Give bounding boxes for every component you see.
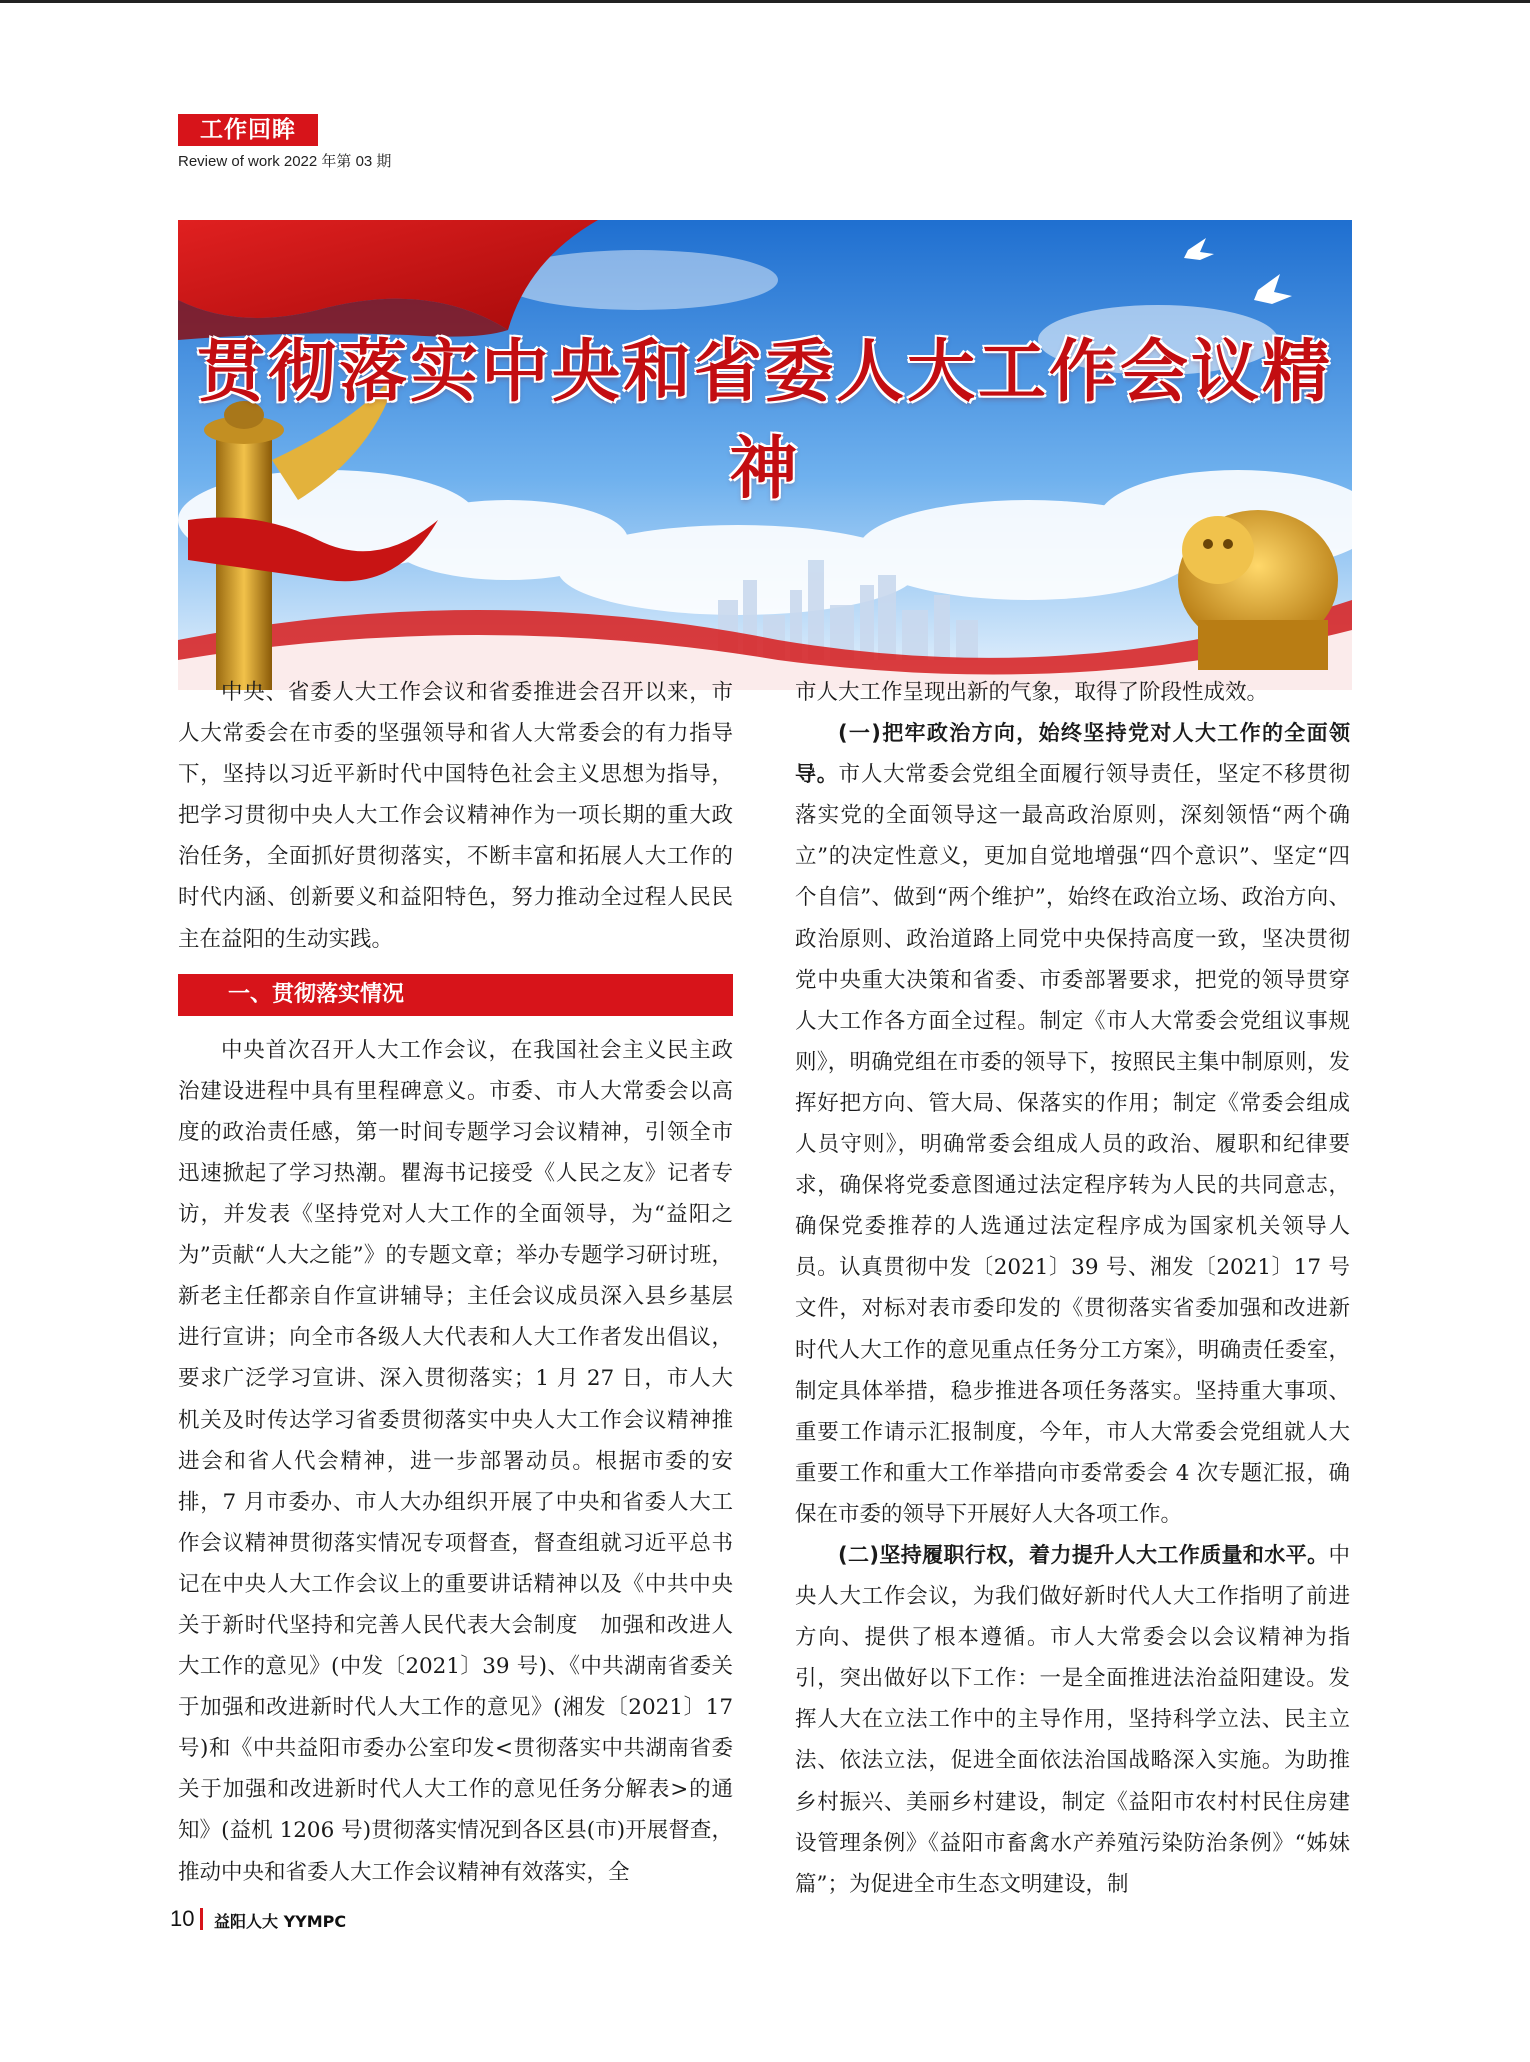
body-paragraph: 中央首次召开人大工作会议，在我国社会主义民主政治建设进程中具有里程碑意义。市委、市人大常委会以高度的政治责任感，第一时间专题学习会议精神，引领全市迅速掀起了学习热潮。瞿海书记接受《人民之友》记者专访，并发表《坚持党对人大工作的全面领导，为“益阳之为”贡献“人大之能”》的专题文章；举办专题学习研讨班，新老主任都亲自作宣讲辅导；主任会议成员深入县乡基层进行宣讲；向全市各级人大代表和人大工作者发出倡议，要求广泛学习宣讲、深入贯彻落实；1 月 27 日，市人大机关及时传达学习省委贯彻落实中央人大工作会议精神推进会和省人代会精神，进一步部署动员。根据市委的安排，7 月市委办、市人大办组织开展了中央和省委人大工作会议精神贯彻落实情况专项督查，督查组就习近平总书记在中央人大工作会议上的重要讲话精神以及《中共中央关于新时代坚持和完善人民代表大会制度 加强和改进人大工作的意见》(中发〔2021〕39 号)、《中共湖南省委关于加强和改进新时代人大工作的意见》(湘发〔2021〕17 号)和《中共益阳市委办公室印发<贯彻落实中共湖南省委关于加强和改进新时代人大工作的意见任务分解表>的通知》(益机 1206 号)贯彻落实情况到各区县(市)开展督查，推动中央和省委人大工作会议精神有效落实，全: [178, 1037, 733, 1885]
magazine-name: 益阳人大 YYMPC: [214, 1912, 347, 1931]
point-one-body: 市人大常委会党组全面履行领导责任，坚定不移贯彻落实党的全面领导这一最高政治原则，深刻领悟“两个确立”的决定性意义，更加自觉地增强“四个意识”、坚定“四个自信”、做到“两个维护”，始终在政治立场、政治方向、政治原则、政治道路上同党中央保持高度一致，坚决贯彻党中央重大决策和省委、市委部署要求，把党的领导贯穿人大工作各方面全过程。制定《市人大常委会党组议事规则》，明确党组在市委的领导下，按照民主集中制原则，发挥好把方向、管大局、保落实的作用；制定《常委会组成人员守则》，明确常委会组成人员的政治、履职和纪律要求，确保将党委意图通过法定程序转为人民的共同意志，确保党委推荐的人选通过法定程序成为国家机关领导人员。认真贯彻中发〔2021〕39 号、湘发〔2021〕17 号文件，对标对表市委印发的《贯彻落实省委加强和改进新时代人大工作的意见重点任务分工方案》，明确责任委室，制定具体举措，稳步推进各项任务落实。坚持重大事项、重要工作请示汇报制度，今年，市人大常委会党组就人大重要工作和重大工作举措向市委常委会 4 次专题汇报，确保在市委的领导下开展好人大各项工作。: [795, 762, 1350, 1527]
continuation-paragraph: 市人大工作呈现出新的气象，取得了阶段性成效。: [795, 680, 1269, 705]
intro-paragraph: 中央、省委人大工作会议和省委推进会召开以来，市人大常委会在市委的坚强领导和省人大常委会的有力指导下，坚持以习近平新时代中国特色社会主义思想为指导，把学习贯彻中央人大工作会议精神作为一项长期的重大政治任务，全面抓好贯彻落实，不断丰富和拓展人大工作的时代内涵、创新要义和益阳特色，努力推动全过程人民民主在益阳的生动实践。: [178, 680, 733, 952]
point-two-heading: (二)坚持履职行权，着力提升人大工作质量和水平。: [838, 1542, 1329, 1567]
footer-divider: [200, 1908, 203, 1930]
top-rule: [0, 0, 1530, 3]
banner-image: [178, 220, 1352, 690]
section-tag: 工作回眸: [178, 114, 318, 146]
section-heading: 一、贯彻落实情况: [178, 974, 733, 1016]
point-one-paragraph: [795, 713, 1350, 1535]
banner-title: 贯彻落实中央和省委人大工作会议精神: [196, 332, 1333, 509]
point-one-heading: (一)把牢政治方向，始终坚持党对人大工作的全面领导。: [795, 721, 1350, 787]
issue-line: Review of work 2022 年第 03 期: [178, 153, 392, 170]
point-two-paragraph: [795, 1535, 1350, 1905]
point-two-body: 中央人大工作会议，为我们做好新时代人大工作指明了前进方向、提供了根本遵循。市人大常委会以会议精神为指引，突出做好以下工作：一是全面推进法治益阳建设。发挥人大在立法工作中的主导作用，坚持科学立法、民主立法、依法立法，促进全面依法治国战略深入实施。为助推乡村振兴、美丽乡村建设，制定《益阳市农村村民住房建设管理条例》《益阳市畜禽水产养殖污染防治条例》“姊妹篇”；为促进全市生态文明建设，制: [795, 1542, 1350, 1897]
left-column: [178, 672, 733, 1893]
page-number: 10: [170, 1906, 195, 1931]
right-column: [795, 672, 1350, 1905]
